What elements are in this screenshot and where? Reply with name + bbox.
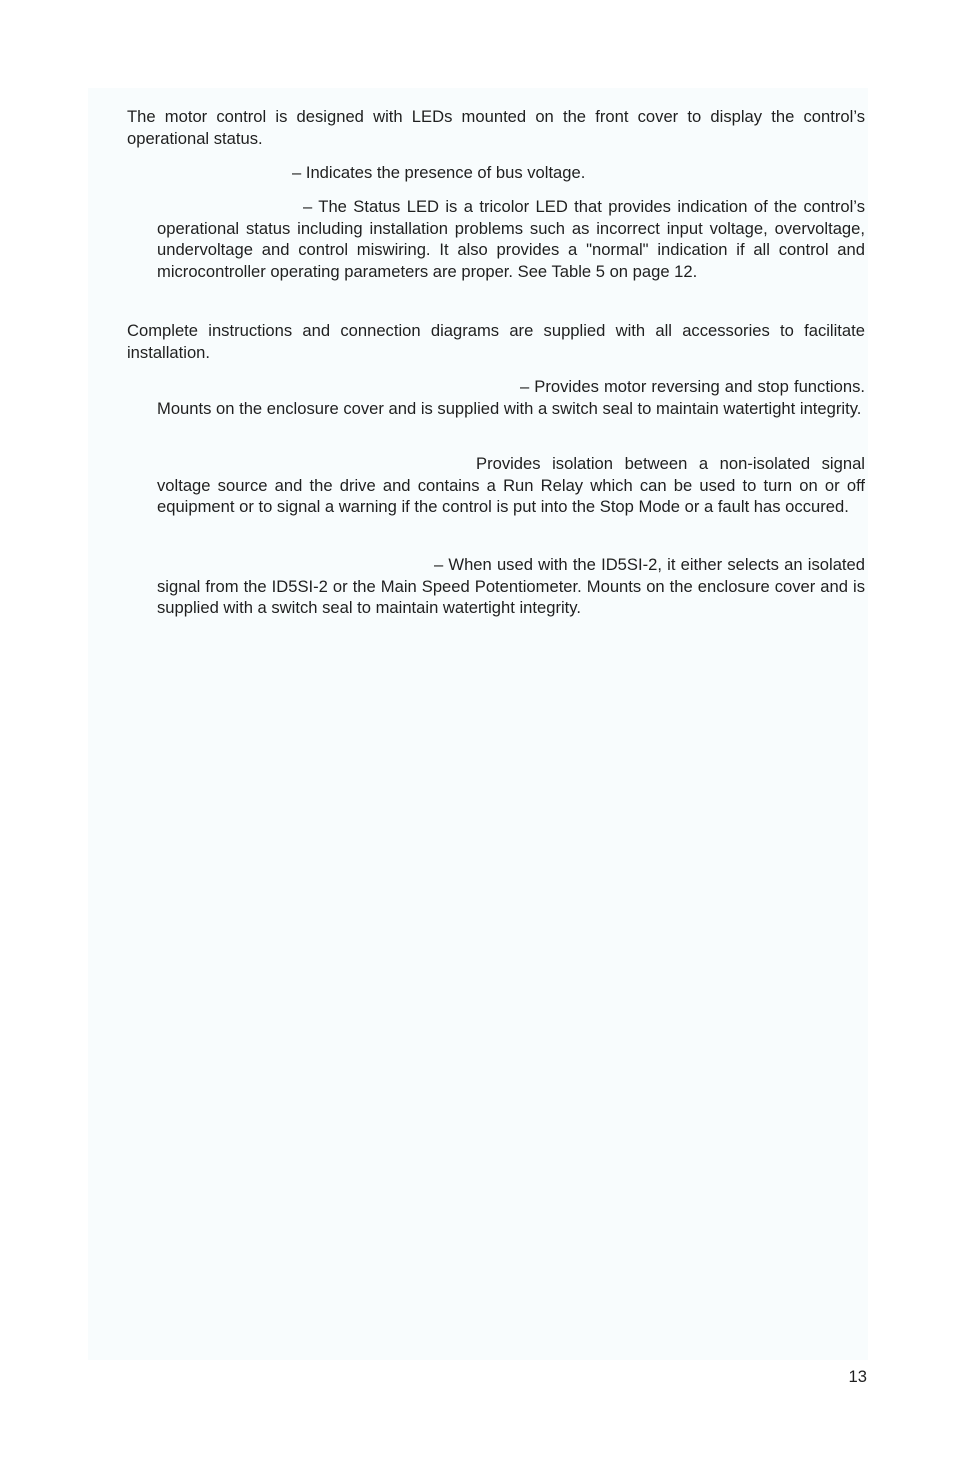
accessory-item [157,554,865,619]
accessory-item-text: Provides isolation between a non-isolated signal voltage source and the drive and contains a Run Relay which can be used to turn on or off equipment or to signal a warning if the control is put into the Stop Mode or a fault has occured. [157,454,865,517]
status-led-text: – The Status LED is a tricolor LED that provides indication of the control’s operational status including installation problems such as incorrect input voltage, overvoltage, undervoltage and control miswiring. It also provides a "normal" indication if all control and microcontroller operating parameters are proper. See Table 5 on page 12. [157,197,865,282]
accessory-item-text: – When used with the ID5SI-2, it either selects an isolated signal from the ID5SI-2 or the Main Speed Potentiometer. Mounts on the enclosure cover and is supplied with a switch seal to maintain watertight integrity. [157,555,865,618]
status-led-description [157,196,865,283]
accessory-item [157,376,865,419]
led-intro-paragraph: The motor control is designed with LEDs mounted on the front cover to display the control’s operational status. [127,107,865,148]
accessory-item [157,453,865,518]
power-led-description: – Indicates the presence of bus voltage. [292,163,586,182]
accessories-intro-paragraph: Complete instructions and connection diagrams are supplied with all accessories to facilitate installation. [127,321,865,362]
accessory-item-text: – Provides motor reversing and stop functions. Mounts on the enclosure cover and is supplied with a switch seal to maintain watertight integrity. [157,377,865,418]
page-number: 13 [848,1367,867,1386]
